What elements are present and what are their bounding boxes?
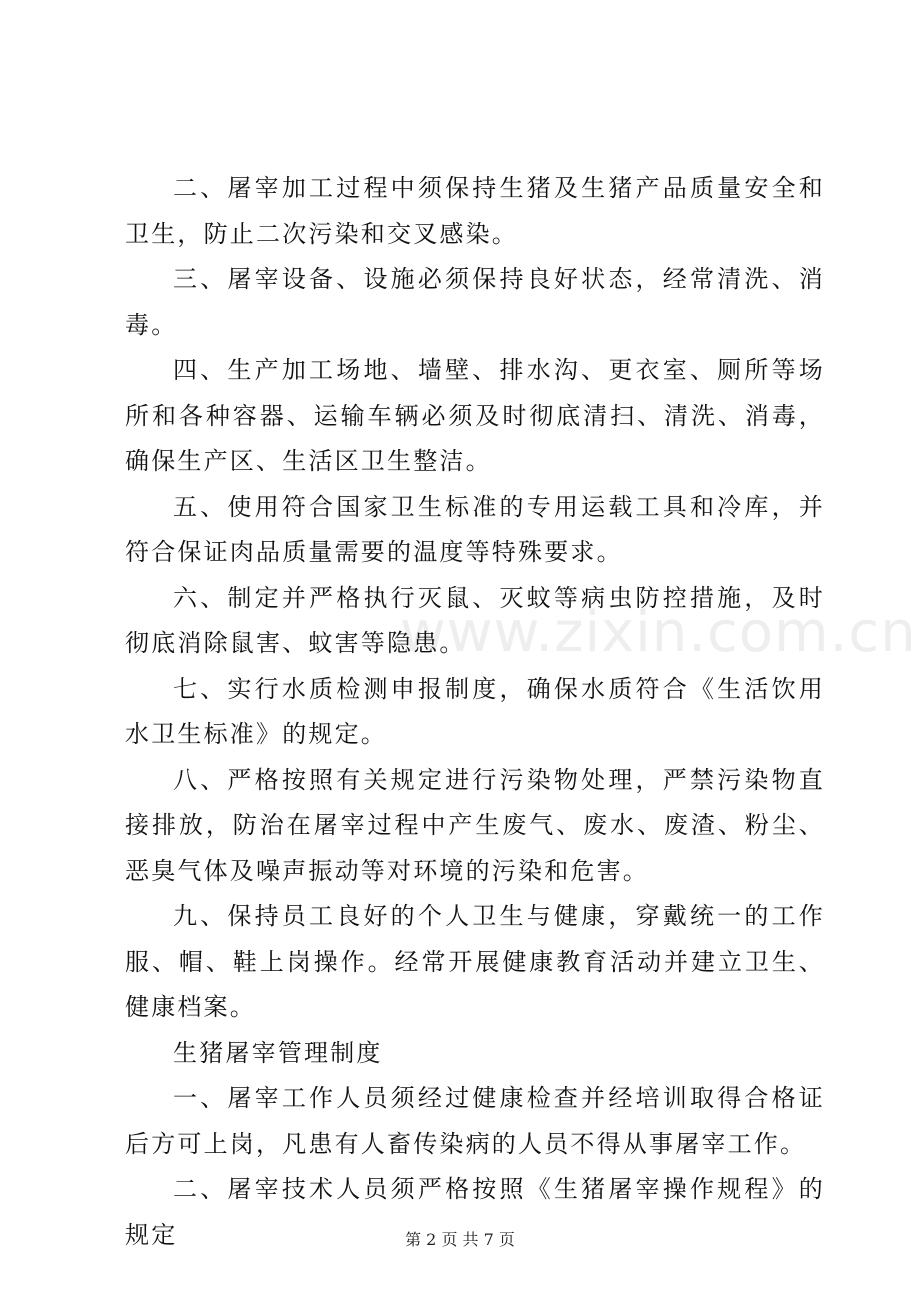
paragraph-9: 九、保持员工良好的个人卫生与健康，穿戴统一的工作服、帽、鞋上岗操作。经常开展健康教育活动并建立卫生、健康档案。: [125, 902, 825, 1021]
paragraph-6: 六、制定并严格执行灭鼠、灭蚊等病虫防控措施，及时彻底消除鼠害、蚊害等隐患。: [125, 583, 825, 657]
paragraph-3: 三、屠宰设备、设施必须保持良好状态，经常清洗、消毒。: [125, 265, 825, 339]
paragraph-2b: 二、屠宰技术人员须严格按照《生猪屠宰操作规程》的规定: [125, 1175, 825, 1249]
paragraph-1b: 一、屠宰工作人员须经过健康检查并经培训取得合格证后方可上岗，凡患有人畜传染病的人员不得从事屠宰工作。: [125, 1084, 825, 1158]
watermark: www.zixin.com.cn: [400, 600, 917, 665]
paragraph-5: 五、使用符合国家卫生标准的专用运载工具和冷库，并符合保证肉品质量需要的温度等特殊要求。: [125, 492, 825, 566]
paragraph-7: 七、实行水质检测申报制度，确保水质符合《生活饮用水卫生标准》的规定。: [125, 674, 825, 748]
paragraph-4: 四、生产加工场地、墙壁、排水沟、更衣室、厕所等场所和各种容器、运输车辆必须及时彻底清扫、清洗、消毒，确保生产区、生活区卫生整洁。: [125, 356, 825, 475]
page-footer: 第 2 页 共 7 页: [405, 1230, 515, 1249]
section-heading: 生猪屠宰管理制度: [173, 1038, 383, 1067]
paragraph-8: 八、严格按照有关规定进行污染物处理，严禁污染物直接排放，防治在屠宰过程中产生废气、废水、废渣、粉尘、恶臭气体及噪声振动等对环境的污染和危害。: [125, 765, 825, 885]
document-body: [125, 166, 825, 1258]
paragraph-2: 二、屠宰加工过程中须保持生猪及生猪产品质量安全和卫生，防止二次污染和交叉感染。: [125, 174, 825, 248]
